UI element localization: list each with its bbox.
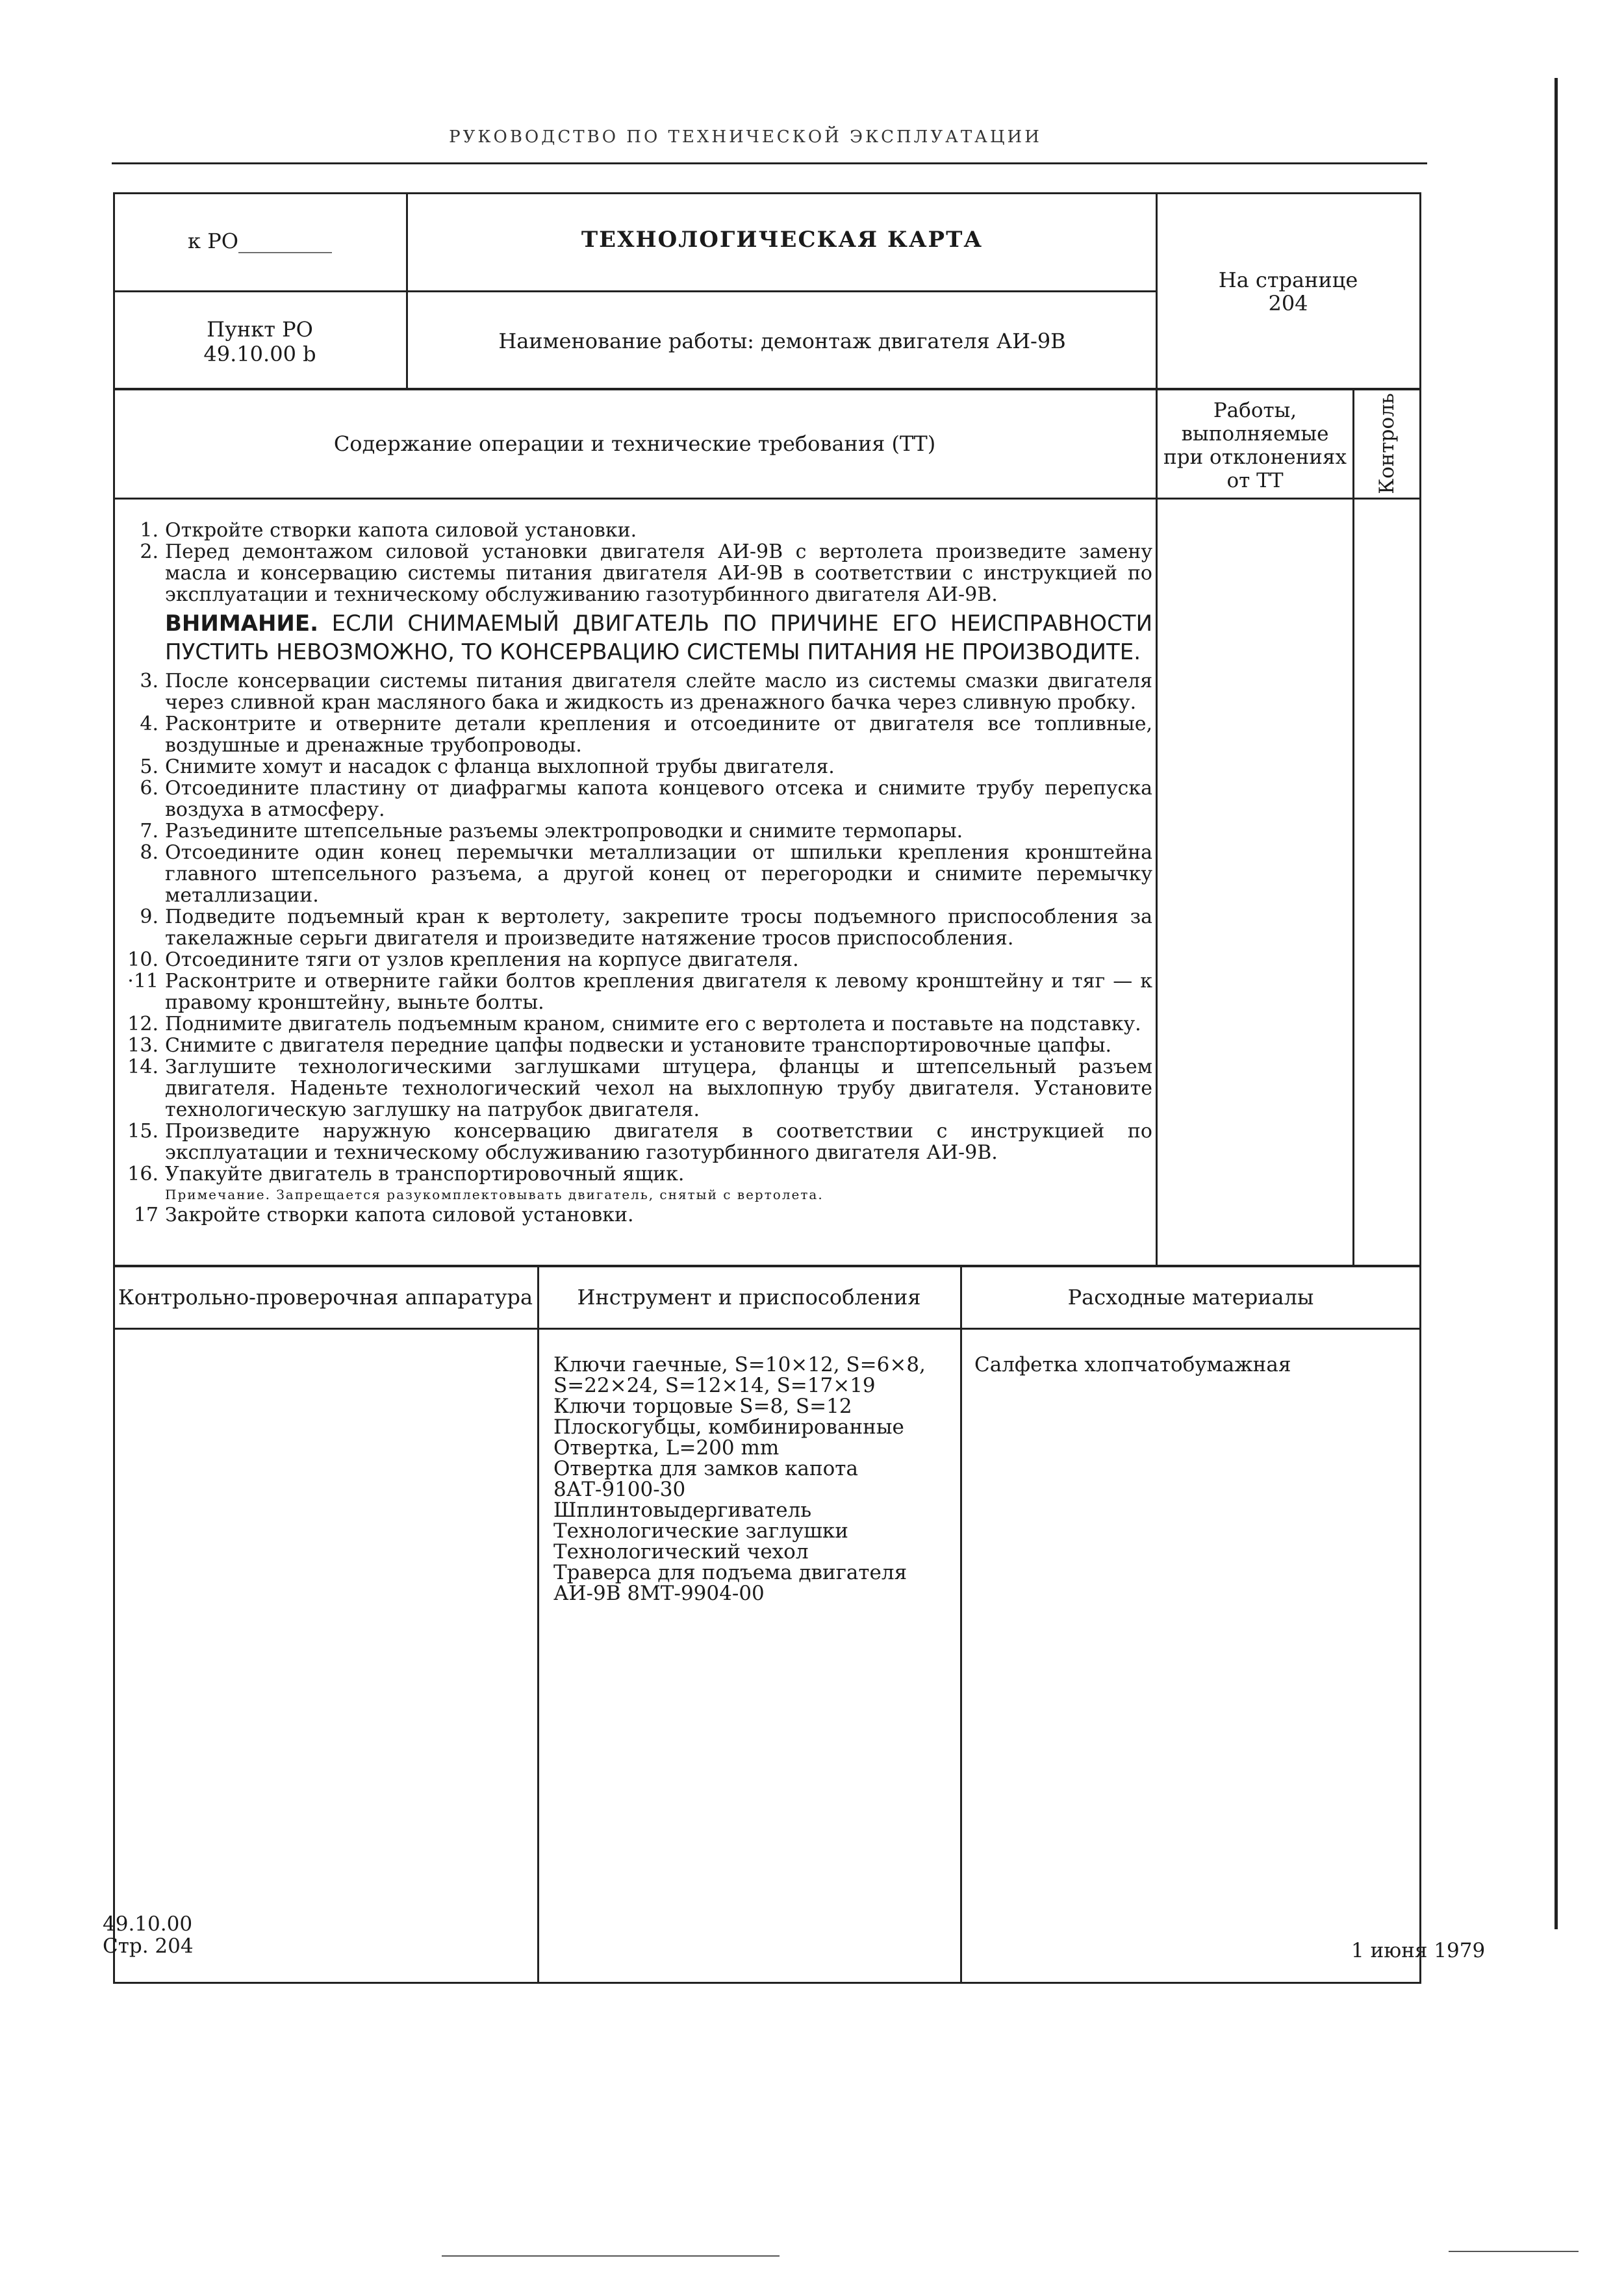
op-num: 17 — [133, 1204, 159, 1226]
tool-item: Ключи гаечные, S=10×12, S=6×8, — [553, 1353, 926, 1376]
warning-text: ЕСЛИ СНИМАЕМЫЙ ДВИГАТЕЛЬ ПО ПРИЧИНЕ ЕГО НЕИСПРАВНОСТИ ПУСТИТЬ НЕВОЗМОЖНО, ТО КОНСЕРВАЦИЮ СИСТЕМЫ ПИТАНИЯ НЕ ПРОИЗВОДИТЕ. — [165, 611, 1153, 665]
tool-item: Технологический чехол — [553, 1540, 809, 1564]
op-num: 5. — [140, 755, 159, 778]
op-num: 14. — [127, 1056, 159, 1078]
tools-list — [553, 1354, 956, 1604]
op-num: 9. — [140, 906, 159, 928]
op-num: 8. — [140, 841, 159, 864]
work-name: Наименование работы: демонтаж двигателя АИ-9В — [498, 329, 1066, 353]
op-text: Снимите с двигателя передние цапфы подвески и установите транспортировочные цапфы. — [165, 1034, 1112, 1057]
margin-line — [1554, 78, 1558, 1929]
consumables-list — [974, 1354, 1416, 1375]
op-text: Расконтрите и отверните детали крепления и отсоедините от двигателя все топливные, воздушные и дренажные трубопроводы. — [165, 713, 1152, 757]
op-text: После консервации системы питания двигателя слейте масло из системы смазки двигателя через сливной кран масляного бака и жидкость из дренажного бачка через сливную пробку. — [165, 670, 1152, 714]
op-text: Отсоедините пластину от диафрагмы капота концевого отсека и снимите трубу перепуска воздуха в атмосферу. — [165, 777, 1152, 821]
tool-item: Плоскогубцы, комбинированные — [553, 1415, 904, 1439]
op-num: 4. — [140, 713, 159, 735]
op-num: ·11 — [127, 970, 159, 993]
operation-item — [126, 541, 1152, 605]
operation-item — [126, 713, 1152, 756]
tool-item: Отвертка для замков капота — [553, 1457, 858, 1480]
op-num: 15. — [127, 1120, 159, 1143]
bottom-divider-1 — [537, 1265, 539, 1984]
operation-item — [126, 1013, 1152, 1035]
op-text: Упакуйте двигатель в транспортировочный ящик. — [165, 1163, 685, 1185]
operation-item — [126, 1056, 1152, 1121]
operation-item — [126, 1035, 1152, 1056]
op-num: 2. — [140, 540, 159, 563]
card-title: ТЕХНОЛОГИЧЕСКАЯ КАРТА — [581, 227, 983, 253]
tool-item: Ключи торцовые S=8, S=12 — [553, 1395, 852, 1418]
tool-item: 8АТ-9100-30 — [553, 1478, 686, 1501]
scan-artifact-line — [442, 2255, 780, 2257]
operation-item — [126, 949, 1152, 970]
op-text: Расконтрите и отверните гайки болтов крепления двигателя к левому кронштейну и тяг — к правому кронштейну, выньте болты. — [165, 970, 1152, 1014]
operation-item — [126, 970, 1152, 1013]
tool-item: Шплинтовыдергиватель — [553, 1499, 812, 1522]
operations-divider-2 — [1352, 388, 1354, 1267]
bottom-table-header-divider — [113, 1328, 1421, 1330]
warning-block — [165, 609, 1152, 666]
scan-artifact-line — [1449, 2251, 1579, 2252]
op-text: Отсоедините один конец перемычки металлизации от шпильки крепления кронштейна главного штепсельного разъема, а другой конец от перегородки и снимите перемычку металлизации. — [165, 841, 1152, 907]
page-label: На странице — [1218, 268, 1358, 292]
deviation-header-text: Работы, выполняемые при отклонениях от ТТ — [1163, 399, 1347, 492]
operation-item — [126, 1121, 1152, 1163]
point-label: Пункт РО — [207, 317, 313, 342]
op-text: Снимите хомут и насадок с фланца выхлопной трубы двигателя. — [165, 755, 835, 778]
footer-date: 1 июня 1979 — [1351, 1939, 1486, 1962]
page-number: 204 — [1268, 291, 1308, 316]
operation-item — [126, 906, 1152, 949]
footer-section-block — [103, 1913, 194, 1957]
equipment-header: Контрольно-проверочная аппаратура — [118, 1285, 533, 1310]
op-num: 3. — [140, 670, 159, 692]
bottom-divider-2 — [960, 1265, 962, 1984]
point-value: 49.10.00 b — [203, 342, 316, 366]
warning-label: ВНИМАНИЕ. — [165, 611, 319, 637]
operations-divider-1 — [1156, 388, 1158, 1267]
operation-item — [126, 756, 1152, 778]
op-num: 7. — [140, 820, 159, 842]
op-num: 13. — [127, 1034, 159, 1057]
tool-item: S=22×24, S=12×14, S=17×19 — [553, 1374, 876, 1397]
consumable-item: Салфетка хлопчатобумажная — [974, 1353, 1291, 1376]
op-num: 10. — [127, 948, 159, 971]
footer-page: Стр. 204 — [103, 1934, 194, 1958]
tool-item: АИ-9В 8МТ-9904-00 — [553, 1582, 765, 1605]
op-text: Подведите подъемный кран к вертолету, закрепите тросы подъемного приспособления за такелажные серьги двигателя и произведите натяжение тросов приспособления. — [165, 906, 1152, 950]
op-text: Поднимите двигатель подъемным краном, снимите его с вертолета и поставьте на подставку. — [165, 1013, 1141, 1035]
tool-item: Отвертка, L=200 mm — [553, 1436, 780, 1460]
op-text: Отсоедините тяги от узлов крепления на корпусе двигателя. — [165, 948, 799, 971]
operation-item — [126, 820, 1152, 842]
note: Примечание. Запрещается разукомплектовывать двигатель, снятый с вертолета. — [165, 1187, 824, 1202]
operation-item — [126, 1204, 1152, 1226]
op-num: 12. — [127, 1013, 159, 1035]
op-text: Произведите наружную консервацию двигателя в соответствии с инструкцией по эксплуатации и техническому обслуживанию газотурбинного двигателя АИ-9В. — [165, 1120, 1152, 1164]
control-header: Контроль — [1375, 393, 1399, 494]
ref-label: к РО_________ — [188, 229, 332, 253]
deviation-header — [1161, 399, 1349, 492]
operation-item — [126, 1163, 1152, 1185]
operation-item — [126, 520, 1152, 541]
tool-item: Траверса для подъема двигателя — [553, 1561, 907, 1584]
content-header: Содержание операции и технические требования (ТТ) — [333, 431, 936, 456]
operation-item — [126, 842, 1152, 906]
tool-item: Технологические заглушки — [553, 1519, 848, 1543]
op-num: 6. — [140, 777, 159, 800]
operation-item — [126, 670, 1152, 713]
header-rule — [112, 162, 1427, 164]
op-text: Перед демонтажом силовой установки двигателя АИ-9В с вертолета произведите замену масла и консервацию системы питания двигателя АИ-9В в соответствии с инструкцией по эксплуатации и техническому обслуживанию газотурбинного двигателя АИ-9В. — [165, 540, 1152, 606]
operation-item — [126, 778, 1152, 820]
op-num: 1. — [140, 519, 159, 542]
op-text: Откройте створки капота силовой установки. — [165, 519, 637, 542]
operations-header-divider — [113, 498, 1421, 500]
op-text: Заглушите технологическими заглушками штуцера, фланцы и штепсельный разъем двигателя. Наденьте технологический чехол на выхлопную трубу двигателя. Установите технологическую заглушку на патрубок двигателя. — [165, 1056, 1152, 1121]
op-num: 16. — [127, 1163, 159, 1185]
op-text: Разъедините штепсельные разъемы электропроводки и снимите термопары. — [165, 820, 963, 842]
operations-list — [126, 520, 1152, 1226]
card-row-divider — [113, 290, 1157, 292]
op-text: Закройте створки капота силовой установки. — [165, 1204, 634, 1226]
running-title: РУКОВОДСТВО ПО ТЕХНИЧЕСКОЙ ЭКСПЛУАТАЦИИ — [449, 127, 1042, 147]
tools-header: Инструмент и приспособления — [577, 1285, 921, 1310]
consumables-header: Расходные материалы — [1067, 1285, 1314, 1310]
footer-section: 49.10.00 — [103, 1912, 193, 1936]
